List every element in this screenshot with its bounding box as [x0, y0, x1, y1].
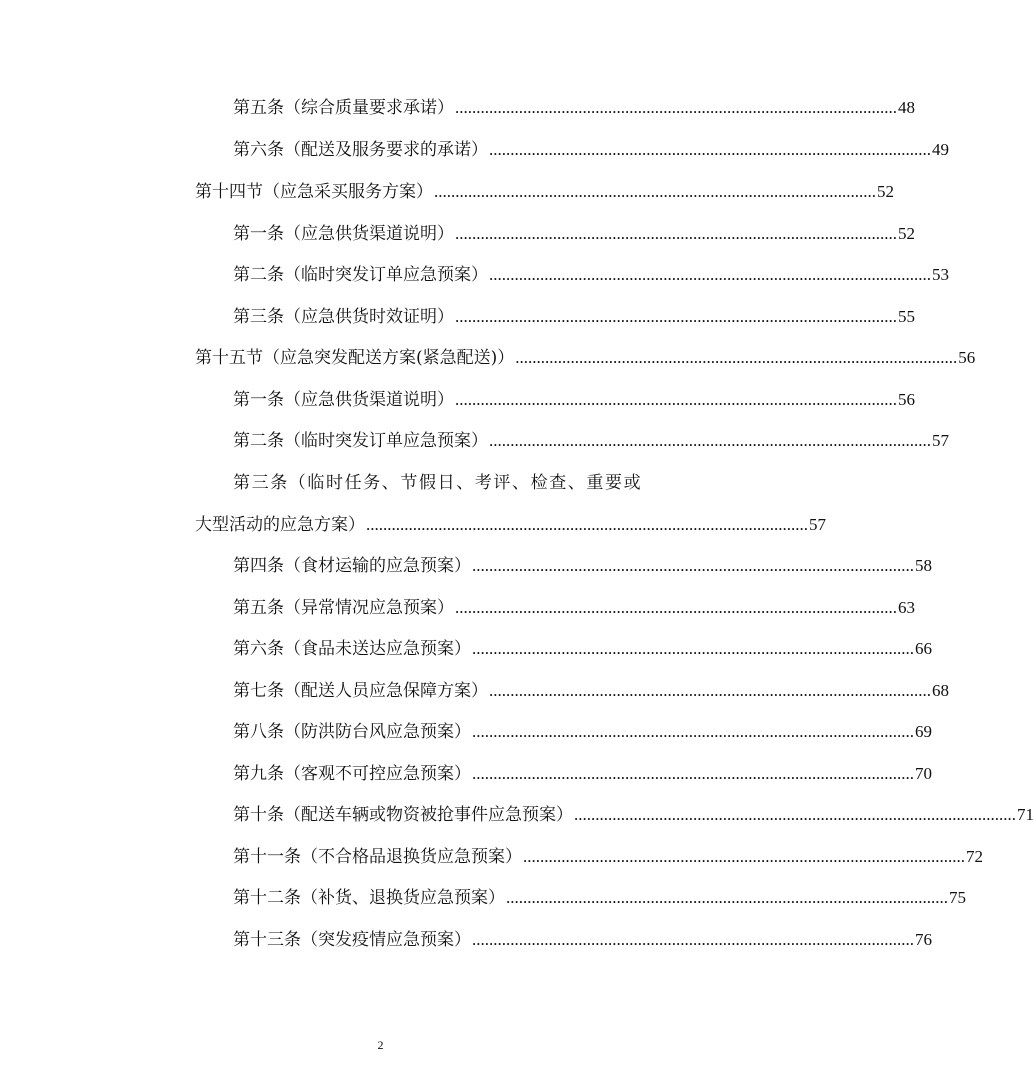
toc-entry-title: 第十四节（应急采买服务方案） — [195, 182, 433, 202]
dot-leader: ........................................................................................................ — [472, 764, 914, 783]
toc-entry-page: 53 — [932, 265, 949, 284]
dot-leader: ........................................................................................................ — [574, 805, 1016, 824]
toc-entry-page: 57 — [809, 515, 826, 534]
toc-entry-title: 第五条（综合质量要求承诺） — [233, 98, 454, 118]
toc-entry-title: 第十五节（应急突发配送方案(紧急配送)） — [195, 348, 515, 368]
dot-leader: ........................................................................................................ — [489, 140, 931, 159]
dot-leader: ........................................................................................................ — [455, 98, 897, 117]
toc-entry[interactable] — [0, 303, 915, 331]
dot-leader: ........................................................................................................ — [506, 888, 948, 907]
toc-entry-page: 70 — [915, 764, 932, 783]
toc-entry-page: 57 — [932, 431, 949, 450]
toc-entry[interactable] — [0, 552, 932, 580]
dot-leader: ........................................................................................................ — [472, 556, 914, 575]
toc-entry[interactable] — [0, 843, 983, 871]
toc-entry[interactable] — [0, 635, 932, 663]
dot-leader: ........................................................................................................ — [472, 722, 914, 741]
dot-leader: ........................................................................................................ — [489, 681, 931, 700]
toc-entry-page: 52 — [898, 224, 915, 243]
toc-entry-page: 69 — [915, 722, 932, 741]
toc-entry-title: 第七条（配送人员应急保障方案） — [233, 681, 488, 701]
toc-entry-title: 第二条（临时突发订单应急预案） — [233, 265, 488, 285]
toc-entry[interactable] — [0, 760, 932, 788]
toc-entry[interactable] — [0, 427, 949, 455]
dot-leader: ........................................................................................................ — [455, 390, 897, 409]
page-number: 2 — [377, 1038, 384, 1052]
toc-entry-page: 55 — [898, 307, 915, 326]
toc-entry[interactable] — [0, 94, 915, 122]
toc-entry-title: 第十一条（不合格品退换货应急预案） — [233, 847, 522, 867]
toc-entry[interactable] — [0, 718, 932, 746]
toc-entry-page: 75 — [949, 888, 966, 907]
toc-entry-page: 68 — [932, 681, 949, 700]
dot-leader: ........................................................................................................ — [472, 639, 914, 658]
toc-entry-title: 第六条（食品未送达应急预案） — [233, 639, 471, 659]
dot-leader: ........................................................................................................ — [472, 930, 914, 949]
toc-entry-title: 第六条（配送及服务要求的承诺） — [233, 140, 488, 160]
dot-leader: ........................................................................................................ — [455, 224, 897, 243]
dot-leader: ........................................................................................................ — [366, 515, 808, 534]
toc-entry-page: 76 — [915, 930, 932, 949]
dot-leader: ........................................................................................................ — [455, 307, 897, 326]
toc-entry[interactable] — [0, 884, 966, 912]
toc-entry-title: 第八条（防洪防台风应急预案） — [233, 722, 471, 742]
dot-leader: ........................................................................................................ — [434, 182, 876, 201]
toc-entry-page: 72 — [966, 847, 983, 866]
toc-entry[interactable] — [0, 801, 1034, 829]
toc-entry[interactable] — [0, 677, 949, 705]
toc-entry[interactable] — [0, 386, 915, 414]
toc-entry-title: 第九条（客观不可控应急预案） — [233, 764, 471, 784]
toc-entry[interactable] — [0, 261, 949, 289]
toc-entry-page: 71 — [1017, 805, 1034, 824]
toc-entry-page: 66 — [915, 639, 932, 658]
toc-entry-title: 第四条（食材运输的应急预案） — [233, 556, 471, 576]
toc-entry[interactable] — [0, 594, 915, 622]
toc-entry-title-line2: 大型活动的应急方案） — [195, 515, 365, 535]
toc-entry-page: 48 — [898, 98, 915, 117]
toc-entry-title: 第二条（临时突发订单应急预案） — [233, 431, 488, 451]
dot-leader: ........................................................................................................ — [523, 847, 965, 866]
toc-entry-page: 49 — [932, 140, 949, 159]
toc-entry-title: 第一条（应急供货渠道说明） — [233, 224, 454, 244]
toc-entry-title: 第十二条（补货、退换货应急预案） — [233, 888, 505, 908]
toc-entry-page: 56 — [958, 348, 976, 367]
toc-entry-continuation — [0, 511, 826, 539]
toc-entry[interactable] — [0, 136, 949, 164]
dot-leader: ........................................................................................................ — [455, 598, 897, 617]
toc-entry[interactable] — [0, 344, 976, 372]
dot-leader: ........................................................................................................ — [489, 431, 931, 450]
toc-entry-title: 第一条（应急供货渠道说明） — [233, 390, 454, 410]
toc-entry-title: 第十条（配送车辆或物资被抢事件应急预案） — [233, 805, 573, 825]
toc-entry[interactable] — [0, 178, 894, 206]
toc-entry-title: 第十三条（突发疫情应急预案） — [233, 930, 471, 950]
toc-entry-page: 56 — [898, 390, 915, 409]
toc-entry-title: 第五条（异常情况应急预案） — [233, 598, 454, 618]
dot-leader: ........................................................................................................ — [515, 348, 958, 367]
toc-entry-page: 58 — [915, 556, 932, 575]
toc-entry-page: 52 — [877, 182, 894, 201]
toc-entry-title-line1: 第三条（临时任务、节假日、考评、检查、重要或 — [233, 473, 643, 493]
toc-entry[interactable] — [0, 926, 932, 954]
toc-entry-page: 63 — [898, 598, 915, 617]
toc-entry-title: 第三条（应急供货时效证明） — [233, 307, 454, 327]
toc-entry[interactable] — [0, 220, 915, 248]
dot-leader: ........................................................................................................ — [489, 265, 931, 284]
